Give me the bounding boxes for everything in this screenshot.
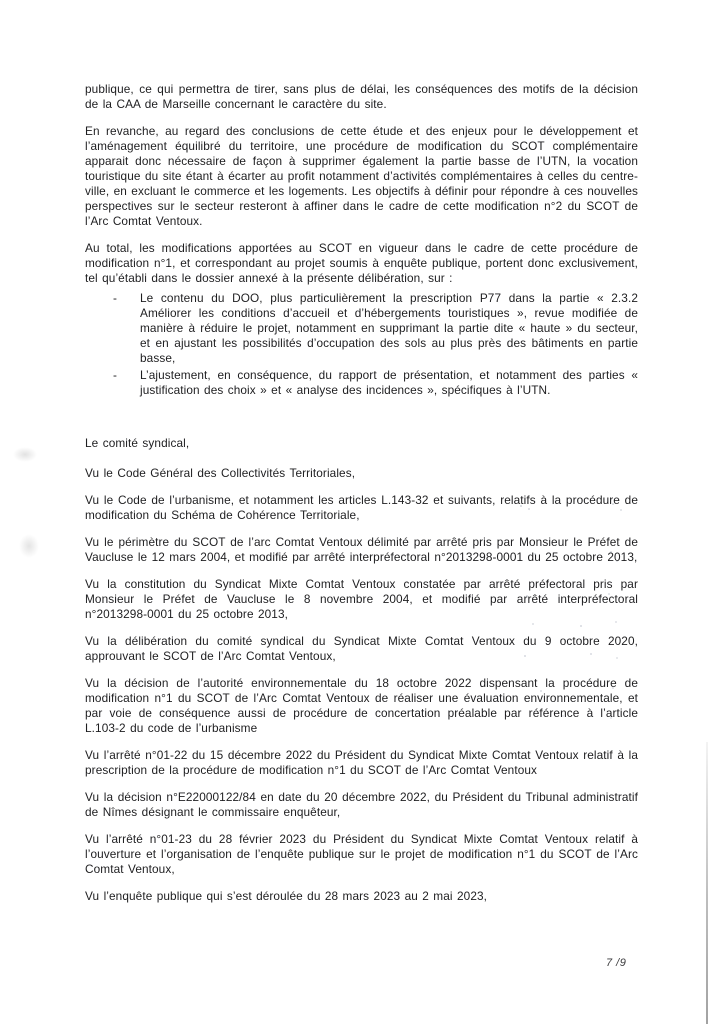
vu-item-enquete-publique: Vu l’enquête publique qui s’est déroulée du 28 mars 2023 au 2 mai 2023, xyxy=(85,889,488,903)
vu-item-constitution-syndicat: Vu la constitution du Syndicat Mixte Comtat Ventoux constatée par arrêté préfectoral pris par Monsieur le Préfet de Vaucluse le 8 novembre 2004, et modifié par arrêté interpréfectoral n°2013298-0001 du 25 octobre 2013, xyxy=(85,577,638,621)
vu-item-decision-tribunal: Vu la décision n°E22000122/84 en date du 20 décembre 2022, du Président du Tribunal administratif de Nîmes désignant le commissaire enquêteur, xyxy=(85,790,638,819)
bullet-text-ajustement: L’ajustement, en conséquence, du rapport de présentation, et notamment des parties « justification des choix » et « analyse des incidences », spécifiques à l’UTN. xyxy=(140,368,638,397)
vu-item-deliberation-2020: Vu la délibération du comité syndical du Syndicat Mixte Comtat Ventoux du 9 octobre 2020, approuvant le SCOT de l’Arc Comtat Ventoux, xyxy=(85,634,638,663)
vu-item-code-urbanisme: Vu le Code de l’urbanisme, et notamment les articles L.143-32 et suivants, relatifs à la procédure de modification du Schéma de Cohérence Territoriale, xyxy=(85,493,638,522)
paragraph-en-revanche: En revanche, au regard des conclusions de cette étude et des enjeux pour le développement et l’aménagement équilibré du territoire, une procédure de modification du SCOT complémentaire apparait donc nécessaire de façon à supprimer également la partie basse de l’UTN, la vocation touristique du site étant à écarter au profit notamment d’activités complémentaires à celles du centre-ville, en excluant le commerce et les logements. Les objectifs à définir pour répondre à ces nouvelles perspectives sur le secteur resteront à affiner dans le cadre de cette modification n°2 du SCOT de l’Arc Comtat Ventoux. xyxy=(85,124,638,228)
paragraph-au-total: Au total, les modifications apportées au SCOT en vigueur dans le cadre de cette procédure de modification n°1, et correspondant au projet soumis à enquête publique, portent donc exclusivement, tel qu’établi dans le dossier annexé à la présente délibération, sur : xyxy=(85,241,638,285)
vu-item-arrete-01-23: Vu l’arrêté n°01-23 du 28 février 2023 du Président du Syndicat Mixte Comtat Ventoux relatif à l’ouverture et l’organisation de l’enquête publique sur le projet de modification n°1 du SCOT de l’Arc Comtat Ventoux, xyxy=(85,832,638,876)
scan-smudge-artifact xyxy=(13,447,37,462)
vu-item-autorite-environnementale: Vu la décision de l’autorité environnementale du 18 octobre 2022 dispensant la procédure de modification n°1 du SCOT de l’Arc Comtat Ventoux de réaliser une évaluation environnementale, et par voie de conséquence aussi de procédure de concertation préalable par référence à l’article L.103-2 du code de l’urbanisme xyxy=(85,676,638,735)
bullet-text-doo: Le contenu du DOO, plus particulièrement la prescription P77 dans la partie « 2.3.2 Améliorer les conditions d’accueil et d’hébergements touristiques », revue modifiée de manière à réduire le projet, notamment en supprimant la partie dite « haute » du secteur, et en ajustant les possibilités d’occupation des sols au plus près des bâtiments en partie basse, xyxy=(140,291,638,365)
vu-item-perimetre-scot: Vu le périmètre du SCOT de l’arc Comtat Ventoux délimité par arrêté pris par Monsieur le Préfet de Vaucluse le 12 mars 2004, et modifié par arrêté interpréfectoral n°2013298-0001 du 25 octobre 2013, xyxy=(85,535,638,564)
document-body xyxy=(85,82,638,916)
page-number: 7 /9 xyxy=(606,957,627,969)
bullet-list xyxy=(85,291,638,398)
vu-item-code-general: Vu le Code Général des Collectivités Territoriales, xyxy=(85,466,356,480)
bullet-dash-icon: - xyxy=(113,291,117,305)
scan-edge-line-artifact xyxy=(706,742,708,1024)
scan-smudge-artifact xyxy=(19,534,39,558)
paragraph-comite-syndical: Le comité syndical, xyxy=(85,436,190,450)
list-item-ajustement xyxy=(85,368,638,398)
scan-noise-artifact xyxy=(520,505,522,507)
bullet-dash-icon: - xyxy=(113,368,117,382)
list-item-doo xyxy=(85,291,638,366)
vu-item-arrete-01-22: Vu l’arrêté n°01-22 du 15 décembre 2022 du Président du Syndicat Mixte Comtat Ventoux relatif à la prescription de la procédure de modification n°1 du SCOT de l’Arc Comtat Ventoux xyxy=(85,748,638,777)
paragraph-decision-caa: publique, ce qui permettra de tirer, sans plus de délai, les conséquences des motifs de la décision de la CAA de Marseille concernant le caractère du site. xyxy=(85,82,638,111)
